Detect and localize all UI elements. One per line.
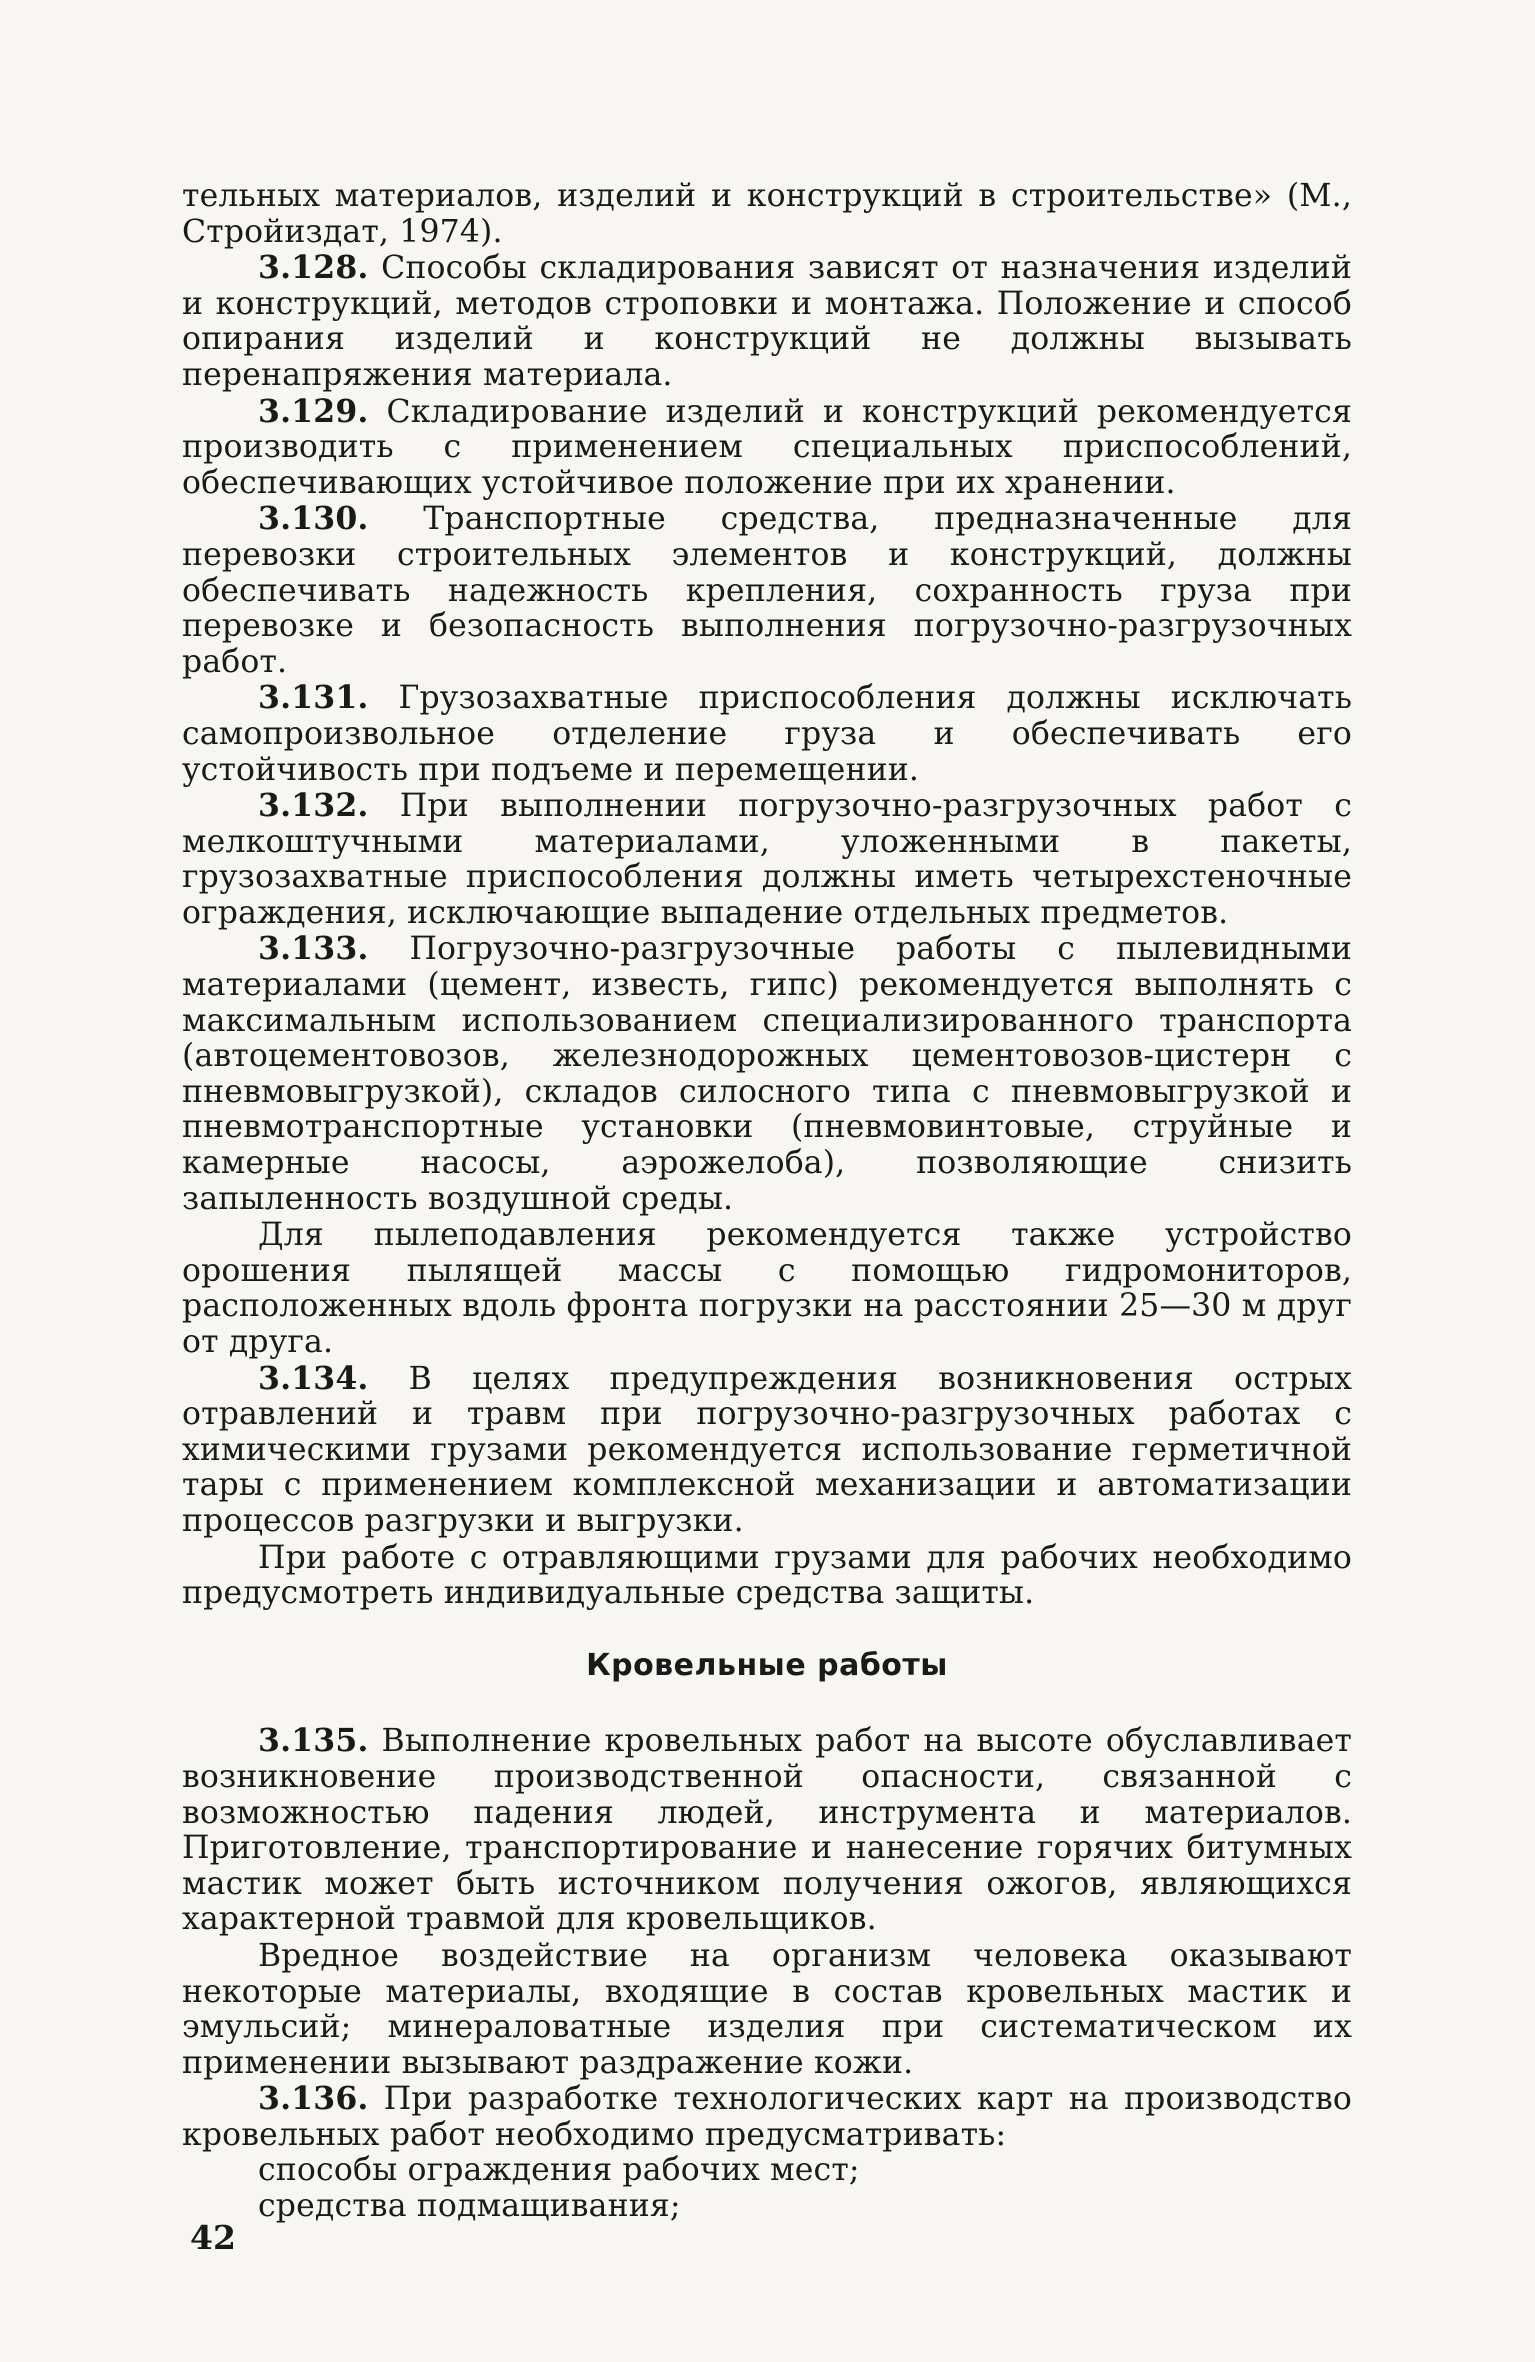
clause-number: 3.128. — [258, 249, 369, 287]
clause-number: 3.135. — [258, 1722, 369, 1760]
paragraphs-top — [182, 178, 1352, 1612]
paragraph-text: При работе с отравляющими грузами для рабочих необходимо предусмотреть индивидуальные средства защиты. — [182, 1539, 1352, 1612]
paragraph-text: Способы складирования зависят от назначения изделий и конструкций, методов строповки и монтажа. Положение и способ опирания изделий и конструкций не должны вызывать перенапряжения материала. — [182, 250, 1352, 393]
paragraph — [182, 1217, 1352, 1360]
paragraph — [182, 2081, 1352, 2153]
clause-number: 3.134. — [258, 1359, 369, 1397]
clause-number: 3.133. — [258, 930, 369, 968]
paragraph — [182, 178, 1352, 250]
paragraph — [182, 931, 1352, 1217]
paragraph-text: В целях предупреждения возникновения острых отравлений и травм при погрузочно-разгрузочных работах с химическими грузами рекомендуется использование герметичной тары с применением комплексной механизации и автоматизации процессов разгрузки и выгрузки. — [182, 1360, 1352, 1539]
clause-number: 3.132. — [258, 787, 369, 825]
paragraph-text: Транспортные средства, предназначенные для перевозки строительных элементов и конструкций, должны обеспечивать надежность крепления, сохранность груза при перевозке и безопасность выполнения погрузочно-разгрузочных работ. — [182, 501, 1352, 680]
paragraph-text: Вредное воздействие на организм человека оказывают некоторые материалы, входящие в состав кровельных мастик и эмульсий; минераловатные изделия при систематическом их применении вызывают раздражение кожи. — [182, 1937, 1352, 2081]
paragraph-text: Грузозахватные приспособления должны исключать самопроизвольное отделение груза и обеспечивать его устойчивость при подъеме и перемещении. — [182, 680, 1352, 788]
clause-number: 3.131. — [258, 679, 369, 717]
paragraph-text: Для пылеподавления рекомендуется также устройство орошения пылящей массы с помощью гидромониторов, расположенных вдоль фронта погрузки на расстоянии 25—30 м друг от друга. — [182, 1217, 1352, 1360]
body-text — [182, 178, 1352, 2225]
paragraph — [182, 1723, 1352, 1938]
paragraph — [182, 250, 1352, 393]
paragraph — [182, 680, 1352, 788]
paragraph-text: При выполнении погрузочно-разгрузочных работ с мелкоштучными материалами, уложенными в пакеты, грузозахватные приспособления должны иметь четырехстеночные ограждения, исключающие выпадение отдельных предметов. — [182, 788, 1352, 931]
clause-number: 3.136. — [258, 2080, 369, 2118]
paragraph — [182, 788, 1352, 931]
paragraph — [182, 501, 1352, 680]
clause-number: 3.129. — [258, 392, 369, 430]
paragraph-text: Выполнение кровельных работ на высоте обуславливает возникновение производственной опасности, связанной с возможностью падения людей, инструмента и материалов. Приготовление, транспортирование и нанесение горячих битумных мастик может быть источником получения ожогов, являющихся характерной травмой для кровельщиков. — [182, 1723, 1352, 1938]
paragraph-text: Погрузочно-разгрузочные работы с пылевидными материалами (цемент, известь, гипс) рекомендуется выполнять с максимальным использованием специализированного транспорта (автоцементовозов, железнодорожных цементовозов-цистерн с пневмовыгрузкой), складов силосного типа с пневмовыгрузкой и пневмотранспортные установки (пневмовинтовые, струйные и камерные насосы, аэрожелоба), позволяющие снизить запыленность воздушной среды. — [182, 931, 1352, 1217]
paragraph-text: Складирование изделий и конструкций рекомендуется производить с применением специальных приспособлений, обеспечивающих устойчивое положение при их хранении. — [182, 393, 1352, 501]
clause-number: 3.130. — [258, 500, 369, 538]
paragraphs-bottom — [182, 1723, 1352, 2224]
paragraph-text: При разработке технологических карт на производство кровельных работ необходимо предусматривать: — [182, 2081, 1352, 2153]
list-item: средства подмащивания; — [258, 2188, 681, 2225]
page-number: 42 — [190, 2218, 236, 2257]
paragraph-text: тельных материалов, изделий и конструкций в строительстве» (М., Стройиздат, 1974). — [182, 178, 1352, 250]
paragraph — [182, 394, 1352, 502]
paragraph — [182, 1938, 1352, 2081]
paragraph — [182, 1361, 1352, 1540]
section-heading: Кровельные работы — [586, 1647, 948, 1683]
list-item: способы ограждения рабочих мест; — [258, 2152, 860, 2189]
paragraph — [182, 1540, 1352, 1612]
